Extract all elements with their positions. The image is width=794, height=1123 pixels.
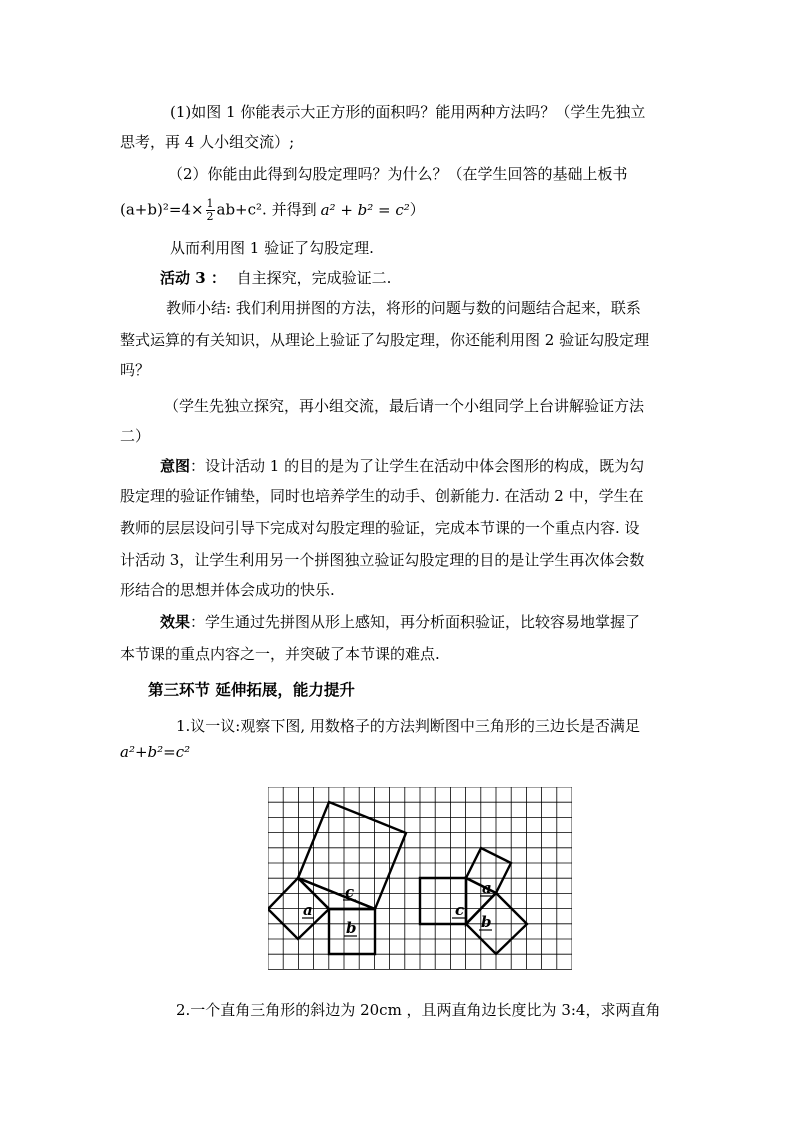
section-heading: 第三环节 延伸拓展，能力提升 — [148, 680, 355, 699]
intent-label: 意图 — [160, 457, 191, 475]
activity-3-label: 活动 3 ： — [160, 269, 226, 287]
para-1-line-1: (1)如图 1 你能表示大正方形的面积吗？能用两种方法吗？（学生先独立 — [170, 103, 646, 121]
para-3: 从而利用图 1 验证了勾股定理. — [170, 239, 374, 257]
question-1-formula: a²+b²=c² — [120, 743, 191, 761]
para-2-line-1: （2）你能由此得到勾股定理吗？为什么？（在学生回答的基础上板书 — [168, 165, 628, 183]
intent-line-1 — [160, 456, 644, 476]
label-a-left: a — [303, 901, 313, 919]
para-4-line-2: 整式运算的有关知识，从理论上验证了勾股定理，你还能利用图 2 验证勾股定理 — [120, 331, 650, 349]
activity-3-line — [160, 268, 391, 288]
label-c-left: c — [345, 883, 355, 901]
formula-close-paren: ） — [409, 200, 425, 219]
label-b-right: b — [481, 913, 492, 931]
effect-text-1: ：学生通过先拼图从形上感知，再分析面积验证，比较容易地掌握了 — [190, 613, 641, 631]
label-a-right: a — [482, 879, 492, 897]
effect-label: 效果 — [160, 613, 191, 631]
fraction-one-half: $\frac{1}{2}$ — [206, 197, 214, 223]
intent-line-5: 形结合的思想并体会成功的快乐. — [120, 581, 335, 599]
para-5-line-2: 二） — [120, 427, 151, 445]
intent-line-3: 教师的层层设问引导下完成对勾股定理的验证，完成本节课的一个重点内容. 设 — [120, 519, 640, 537]
intent-line-4: 计活动 3，让学生利用另一个拼图独立验证勾股定理的目的是让学生再次体会数 — [120, 551, 645, 569]
label-c-right: c — [455, 901, 465, 919]
para-1-line-2: 思考，再 4 人小组交流）; — [120, 133, 295, 151]
para-4-line-1: 教师小结: 我们利用拼图的方法，将形的问题与数的问题结合起来，联系 — [166, 299, 641, 317]
question-1-line-1: 1.议一议:观察下图, 用数格子的方法判断图中三角形的三边长是否满足 — [176, 717, 640, 735]
para-5-line-1: （学生先独立探究，再小组交流，最后请一个小组同学上台讲解验证方法 — [164, 397, 645, 415]
label-b-left: b — [346, 919, 357, 937]
activity-3-text: 自主探究，完成验证二. — [236, 269, 392, 287]
squares-on-grid-diagram — [268, 787, 572, 971]
effect-line-1 — [160, 612, 640, 632]
intent-line-2: 股定理的验证作铺垫，同时也培养学生的动手、创新能力. 在活动 2 中，学生在 — [120, 487, 644, 505]
formula-middle: ab+c². 并得到 — [216, 200, 317, 219]
formula-expansion: (a+b)²=4× — [120, 200, 204, 219]
intent-text-1: ：设计活动 1 的目的是为了让学生在活动中体会图形的构成，既为勾 — [190, 457, 645, 475]
para-4-line-3: 吗？ — [120, 361, 151, 379]
grid-figure — [268, 787, 572, 975]
effect-line-2: 本节课的重点内容之一，并突破了本节课的难点. — [120, 645, 440, 663]
question-2-line-1: 2.一个直角三角形的斜边为 20cm ，且两直角边长度比为 3:4，求两直角 — [176, 1001, 661, 1019]
pythagorean-formula: a² + b² = c² — [320, 200, 410, 219]
para-2-line-2 — [120, 198, 425, 223]
